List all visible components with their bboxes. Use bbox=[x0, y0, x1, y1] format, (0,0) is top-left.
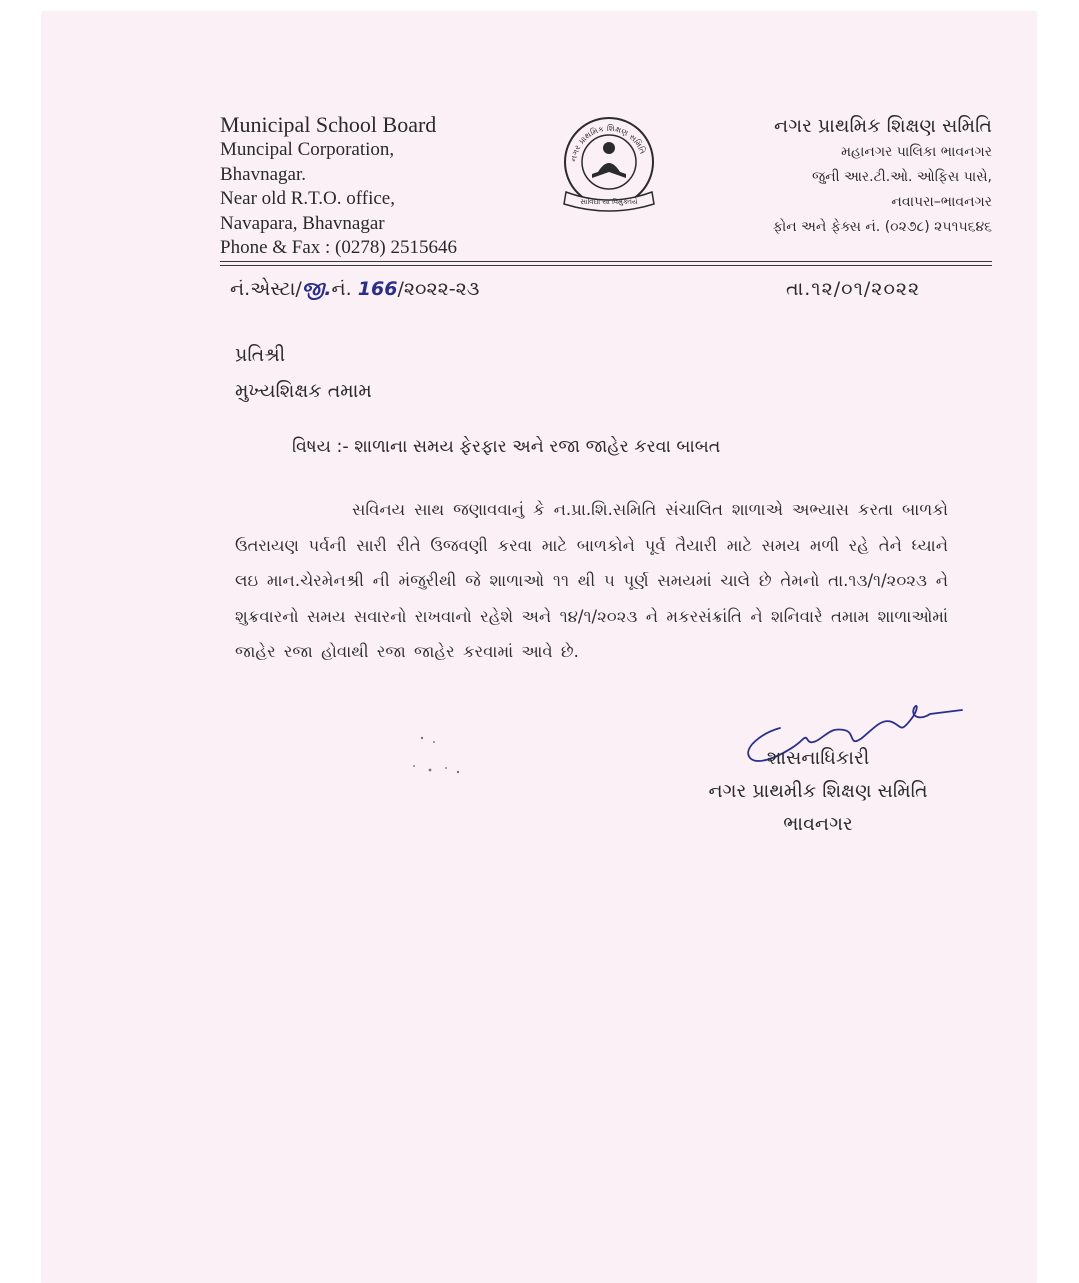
recipient-name: મુખ્યશિક્ષક તમામ bbox=[235, 380, 372, 402]
ref-mid: નં. bbox=[331, 278, 352, 300]
ref-handwritten: જી. bbox=[301, 278, 332, 300]
signatory-block bbox=[682, 742, 954, 841]
recipient-salutation: પ્રતિશ્રી bbox=[235, 344, 286, 366]
address-line: Bhavnagar. bbox=[220, 163, 307, 185]
seal-ring-text: નગર પ્રાથમિક શિક્ષણ સમિતિ bbox=[569, 123, 648, 163]
address-line: Near old R.T.O. office, bbox=[220, 188, 395, 209]
phone-line: Phone & Fax : (0278) 2515646 bbox=[220, 237, 457, 258]
board-name-english: Municipal School Board bbox=[220, 112, 437, 137]
address-line: જુની આર.ટી.ઓ. ઓફિસ પાસે, bbox=[812, 169, 992, 185]
smudge-mark bbox=[402, 728, 472, 788]
address-line: Navapara, Bhavnagar bbox=[220, 212, 385, 234]
address-line: નવાપરા–ભાવનગર bbox=[891, 194, 992, 210]
ref-prefix: નં.એસ્ટા/ bbox=[230, 278, 302, 300]
letterhead-english bbox=[220, 112, 457, 261]
letter-date: તા.૧૨/૦૧/૨૦૨૨ bbox=[786, 278, 921, 300]
signatory-city: ભાવનગર bbox=[783, 813, 853, 835]
board-name-gujarati: નગર પ્રાથમિક શિક્ષણ સમિતિ bbox=[774, 115, 992, 137]
signatory-org: નગર પ્રાથમીક શિક્ષણ સમિતિ bbox=[708, 780, 928, 802]
address-line: Muncipal Corporation, bbox=[220, 139, 395, 160]
board-seal-logo bbox=[558, 112, 660, 216]
letter-body: સવિનય સાથ જણાવવાનું કે ન.પ્રા.શિ.સમિતિ સંચાલિત શાળાએ અભ્યાસ કરતા બાળકો ઉતરાયણ પર્વની સારી રીતે ઉજવણી કરવા માટે બાળકોને પૂર્વ તૈયારી માટે સમય મળી રહે તેને ધ્યાને લઇ માન.ચેરમેનશ્રી ની મંજુરીથી જે શાળાઓ ૧૧ થી ૫ પૂર્ણ સમયમાં ચાલે છે તેમનો તા.૧૩/૧/૨૦૨૩ ને શુક્રવારનો સમય સવારનો રાખવાનો રહેશે અને ૧૪/૧/૨૦૨૩ ને મકરસંક્રાંતિ ને શનિવારે તમામ શાળાઓમાં જાહેર રજા હોવાથી રજા જાહેર કરવામાં આવે છે. bbox=[235, 500, 948, 661]
seal-ribbon-text: સાવિદ્યા યા વિમુક્તયે bbox=[580, 198, 638, 206]
ref-number: 166 bbox=[357, 278, 398, 300]
letter-page bbox=[42, 12, 1036, 1283]
letterhead-gujarati bbox=[773, 112, 992, 240]
phone-line: ફોન અને ફેક્સ નં. (૦૨૭૮) ૨૫૧૫૬૪૬ bbox=[772, 219, 992, 235]
address-line: મહાનગર પાલિકા ભાવનગર bbox=[841, 144, 992, 160]
letter-subject: વિષય :- શાળાના સમય ફેરફાર અને રજા જાહેર કરવા બાબત bbox=[292, 437, 721, 457]
header-divider bbox=[220, 261, 992, 262]
header-divider bbox=[220, 265, 992, 266]
reference-number bbox=[230, 278, 479, 300]
ref-suffix: /૨૦૨૨-૨૩ bbox=[397, 278, 480, 300]
signatory-title: શાસનાધિકારી bbox=[766, 747, 870, 769]
